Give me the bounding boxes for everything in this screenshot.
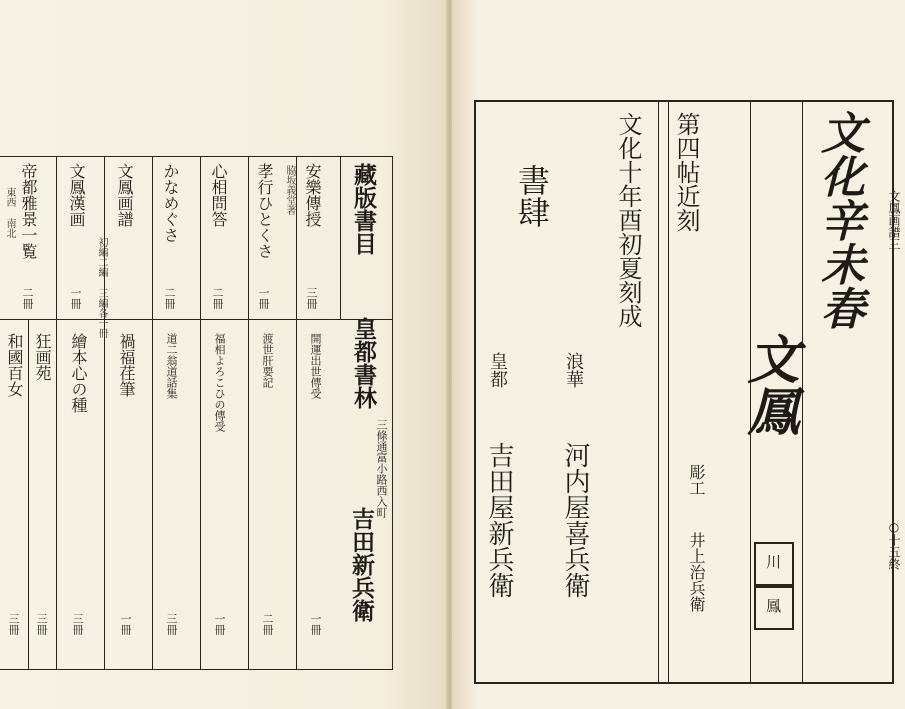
catalog-note: 東西 南北 bbox=[4, 187, 15, 238]
engraver-label: 彫工 bbox=[687, 464, 706, 496]
catalog-vol: 三冊 bbox=[35, 613, 48, 635]
catalog-vol: 一冊 bbox=[213, 613, 226, 635]
right-page bbox=[452, 0, 905, 709]
column-line bbox=[104, 157, 105, 669]
catalog-vol: 二冊 bbox=[211, 287, 224, 309]
kyoto-shop: 吉田屋新兵衛 bbox=[484, 442, 514, 598]
column-line bbox=[658, 102, 659, 682]
catalog-entry: 孝行ひとくさ bbox=[255, 163, 274, 259]
catalog-entry: かなめぐさ bbox=[161, 163, 180, 243]
catalog-entry: 福相よろこひの傳受 bbox=[213, 333, 226, 432]
catalog-vol: 三冊 bbox=[71, 613, 84, 635]
catalog-vol: 二冊 bbox=[21, 287, 34, 309]
column-line bbox=[28, 319, 29, 669]
publisher-place: 皇都書林 bbox=[350, 317, 377, 409]
seal-text: 川 bbox=[764, 554, 782, 569]
left-page bbox=[0, 0, 448, 709]
column-line bbox=[668, 102, 669, 682]
table-divider bbox=[0, 319, 392, 320]
column-line bbox=[200, 157, 201, 669]
catalog-entry: 文鳳画譜 bbox=[115, 163, 134, 227]
publisher-address: 三條通富小路西入町 bbox=[375, 419, 388, 518]
edge-page-number: ○十五終 bbox=[887, 520, 901, 570]
book-catalog-table bbox=[0, 156, 393, 670]
catalog-entry: 狂画苑 bbox=[33, 333, 52, 381]
colophon-frame bbox=[474, 100, 894, 684]
catalog-entry: 帝都雅景一覧 bbox=[19, 163, 38, 259]
catalog-entry: 心相問答 bbox=[209, 163, 228, 227]
catalog-vol: 三冊 bbox=[7, 613, 20, 635]
bookshop-label: 書肆 bbox=[513, 164, 551, 228]
catalog-vol: 一冊 bbox=[309, 613, 322, 635]
column-line bbox=[248, 157, 249, 669]
catalog-vol: 一冊 bbox=[69, 287, 82, 309]
catalog-note: 初編二編 三編各一冊 bbox=[96, 237, 107, 338]
catalog-vol: 二冊 bbox=[163, 287, 176, 309]
catalog-entry: 安樂傳授 bbox=[303, 163, 322, 227]
catalog-entry: 繪本心の種 bbox=[69, 333, 88, 413]
brush-signature: 文鳳 bbox=[738, 332, 799, 436]
naniwa-label: 浪華 bbox=[563, 352, 584, 388]
column-line bbox=[152, 157, 153, 669]
artist-seal bbox=[754, 542, 794, 586]
edge-title: 文鳳画譜三 bbox=[887, 190, 901, 250]
column-line bbox=[296, 157, 297, 669]
column-line bbox=[802, 102, 803, 682]
kyoto-label: 皇都 bbox=[487, 352, 508, 388]
catalog-entry: 開運出世傳受 bbox=[309, 333, 322, 399]
catalog-entry: 渡世肝要記 bbox=[261, 333, 274, 388]
catalog-entry: 文鳳漢画 bbox=[67, 163, 86, 227]
catalog-entry: 道二翁道話集 bbox=[165, 333, 178, 399]
catalog-note: 脇坂義堂著 bbox=[284, 165, 295, 215]
catalog-vol: 三冊 bbox=[305, 287, 318, 309]
seal-text: 鳳 bbox=[764, 598, 782, 613]
catalog-vol: 二冊 bbox=[261, 613, 274, 635]
brush-date: 文化辛未春 bbox=[813, 110, 864, 330]
edition-notice: 第四帖近刻 bbox=[672, 112, 700, 232]
catalog-vol: 一冊 bbox=[257, 287, 270, 309]
catalog-entry: 禍福荏筆 bbox=[117, 333, 136, 397]
publisher-name: 吉田新兵衛 bbox=[348, 507, 375, 622]
catalog-vol: 三冊 bbox=[165, 613, 178, 635]
engraver-name: 井上治兵衛 bbox=[687, 532, 706, 612]
naniwa-shop: 河内屋喜兵衛 bbox=[560, 442, 590, 598]
column-line bbox=[340, 157, 341, 319]
column-line bbox=[56, 157, 57, 669]
artist-seal bbox=[754, 586, 794, 630]
catalog-vol: 一冊 bbox=[119, 613, 132, 635]
catalog-entry: 和國百女 bbox=[5, 333, 24, 397]
catalog-title: 藏版書目 bbox=[350, 163, 377, 255]
publication-date: 文化十年酉初夏刻成 bbox=[614, 112, 642, 328]
